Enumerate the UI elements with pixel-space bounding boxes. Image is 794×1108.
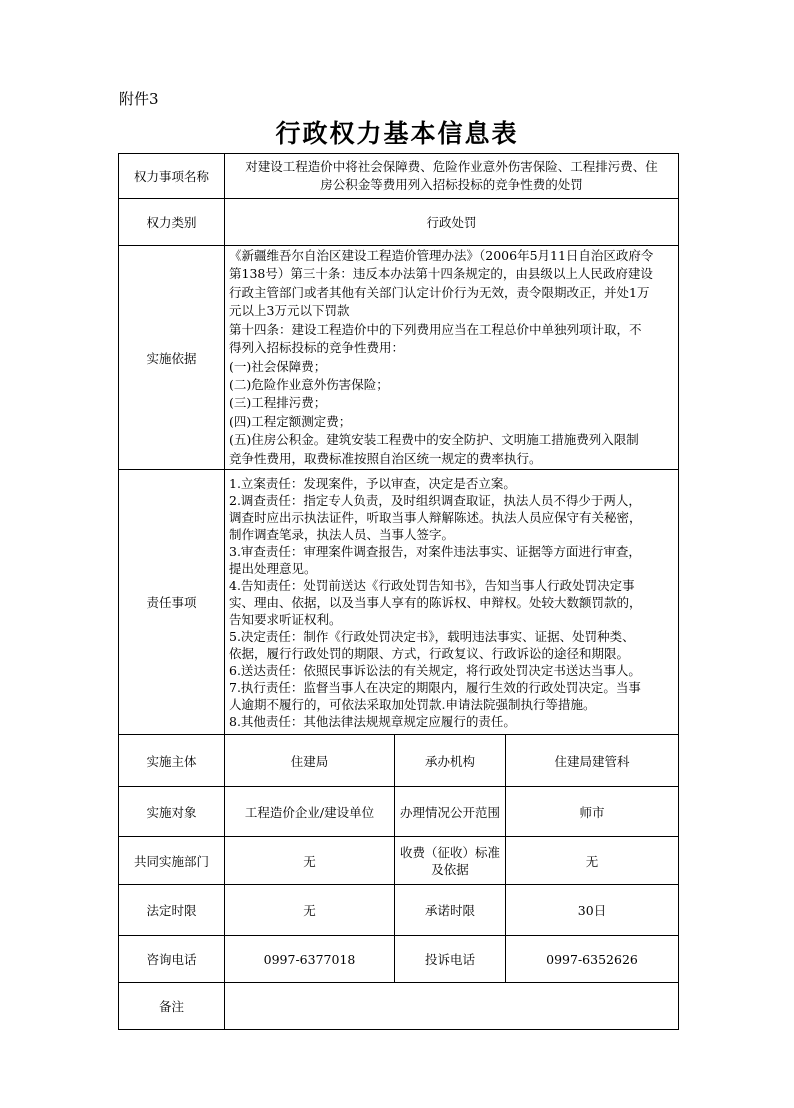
item-name-value bbox=[225, 154, 679, 199]
row-target bbox=[119, 787, 679, 837]
basis-line: (五)住房公积金。建筑安装工程费中的安全防护、文明施工措施费列入限制 bbox=[229, 432, 639, 448]
basis-line: (二)危险作业意外伤害保险； bbox=[229, 376, 389, 392]
row-basis bbox=[119, 246, 679, 470]
legal-time-limit-label: 法定时限 bbox=[119, 885, 225, 936]
basis-line: (一)社会保障费； bbox=[229, 358, 327, 374]
item-name-line-2: 房公积金等费用列入招标投标的竞争性费的处罚 bbox=[320, 177, 583, 192]
responsibility-line: 8.其他责任：其他法律法规规章规定应履行的责任。 bbox=[229, 713, 516, 729]
attachment-label: 附件3 bbox=[119, 90, 159, 108]
promised-time-limit-value: 30日 bbox=[506, 885, 679, 936]
basis-line: 行政主管部门或者其他有关部门认定计价行为无效，责令限期改正，并处1万 bbox=[229, 284, 650, 300]
row-joint bbox=[119, 837, 679, 885]
responsibility-line: 1.立案责任：发现案件，予以审查，决定是否立案。 bbox=[229, 475, 516, 491]
promised-time-limit-label: 承诺时限 bbox=[395, 885, 506, 936]
responsibility-line: 提出处理意见。 bbox=[229, 560, 317, 576]
responsibility-line: 调查时应出示执法证件，听取当事人辩解陈述。执法人员应保守有关秘密， bbox=[229, 509, 642, 525]
responsibility-line: 制作调查笔录，执法人员、当事人签字。 bbox=[229, 526, 455, 542]
responsibility-line: 实、理由、依据，以及当事人享有的陈诉权、申辩权。处较大数额罚款的， bbox=[229, 594, 642, 610]
handling-agency-value: 住建局建管科 bbox=[506, 735, 679, 787]
consult-phone-label: 咨询电话 bbox=[119, 936, 225, 983]
responsibility-label: 责任事项 bbox=[119, 470, 225, 735]
row-time-limit bbox=[119, 885, 679, 936]
category-value: 行政处罚 bbox=[225, 199, 679, 246]
remark-label: 备注 bbox=[119, 983, 225, 1030]
responsibility-line: 人逾期不履行的，可依法采取加处罚款.申请法院强制执行等措施。 bbox=[229, 696, 596, 712]
responsibility-line: 7.执行责任：监督当事人在决定的期限内，履行生效的行政处罚决定。当事 bbox=[229, 679, 641, 695]
row-remark bbox=[119, 983, 679, 1030]
row-item-name bbox=[119, 154, 679, 199]
complaint-phone-value: 0997-6352626 bbox=[506, 936, 679, 983]
page-title: 行政权力基本信息表 bbox=[275, 119, 519, 148]
target-value: 工程造价企业/建设单位 bbox=[225, 787, 395, 837]
responsibility-line: 依据，履行行政处罚的期限、方式，行政复议、行政诉讼的途径和期限。 bbox=[229, 645, 630, 661]
responsibility-line: 6.送达责任：依照民事诉讼法的有关规定，将行政处罚决定书送达当事人。 bbox=[229, 662, 641, 678]
item-name-label: 权力事项名称 bbox=[119, 154, 225, 199]
info-table bbox=[118, 153, 679, 1030]
remark-value bbox=[225, 983, 679, 1030]
responsibility-text bbox=[225, 470, 679, 735]
responsibility-line: 3.审查责任：审理案件调查报告，对案件违法事实、证据等方面进行审查， bbox=[229, 543, 641, 559]
basis-line: 第十四条：建设工程造价中的下列费用应当在工程总价中单独列项计取，不 bbox=[229, 321, 642, 337]
basis-line: (四)工程定额测定费； bbox=[229, 413, 352, 429]
row-responsibility bbox=[119, 470, 679, 735]
legal-time-limit-value: 无 bbox=[225, 885, 395, 936]
basis-line: 得列入招标投标的竞争性费用： bbox=[229, 340, 405, 356]
item-name-line-1: 对建设工程造价中将社会保障费、危险作业意外伤害保险、工程排污费、住 bbox=[245, 158, 658, 174]
joint-dept-label: 共同实施部门 bbox=[119, 837, 225, 885]
basis-line: 《新疆维吾尔自治区建设工程造价管理办法》（2006年5月11日自治区政府令 bbox=[229, 248, 654, 264]
basis-text bbox=[225, 246, 679, 470]
basis-label: 实施依据 bbox=[119, 246, 225, 470]
joint-dept-value: 无 bbox=[225, 837, 395, 885]
row-category bbox=[119, 199, 679, 246]
fee-standard-label: 收费（征收）标准及依据 bbox=[395, 837, 506, 885]
basis-line: 竞争性费用，取费标准按照自治区统一规定的费率执行。 bbox=[229, 450, 542, 466]
disclosure-scope-label: 办理情况公开范围 bbox=[395, 787, 506, 837]
target-label: 实施对象 bbox=[119, 787, 225, 837]
subject-value: 住建局 bbox=[225, 735, 395, 787]
basis-line: (三)工程排污费； bbox=[229, 395, 327, 411]
category-label: 权力类别 bbox=[119, 199, 225, 246]
responsibility-line: 5.决定责任：制作《行政处罚决定书》，载明违法事实、证据、处罚种类、 bbox=[229, 628, 635, 644]
complaint-phone-label: 投诉电话 bbox=[395, 936, 506, 983]
responsibility-line: 4.告知责任：处罚前送达《行政处罚告知书》，告知当事人行政处罚决定事 bbox=[229, 577, 635, 593]
consult-phone-value: 0997-6377018 bbox=[225, 936, 395, 983]
handling-agency-label: 承办机构 bbox=[395, 735, 506, 787]
responsibility-line: 告知要求听证权利。 bbox=[229, 611, 342, 627]
basis-line: 元以上3万元以下罚款 bbox=[229, 303, 350, 319]
fee-standard-value: 无 bbox=[506, 837, 679, 885]
subject-label: 实施主体 bbox=[119, 735, 225, 787]
row-phone bbox=[119, 936, 679, 983]
basis-line: 第138号）第三十条：违反本办法第十四条规定的，由县级以上人民政府建设 bbox=[229, 266, 653, 282]
disclosure-scope-value: 师市 bbox=[506, 787, 679, 837]
row-subject bbox=[119, 735, 679, 787]
responsibility-line: 2.调查责任：指定专人负责，及时组织调查取证，执法人员不得少于两人， bbox=[229, 492, 641, 508]
